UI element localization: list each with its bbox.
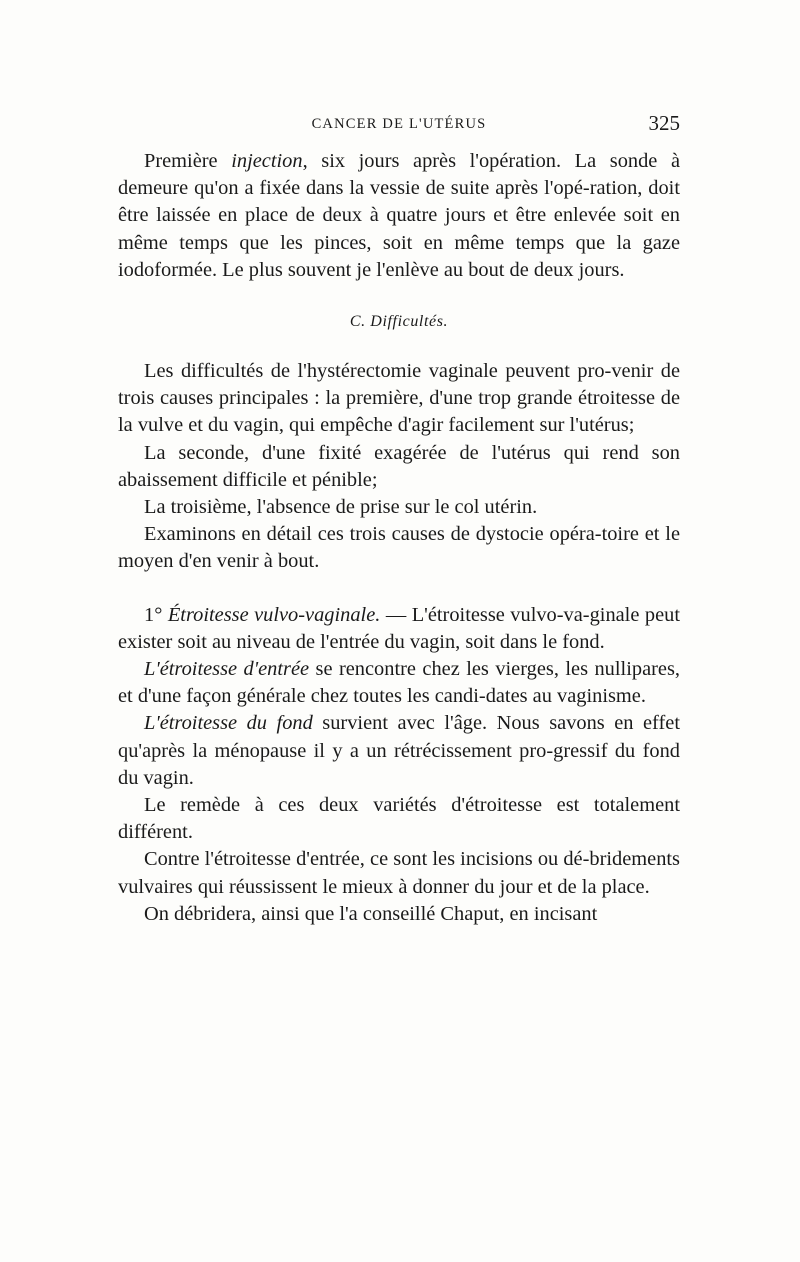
- section-heading: C. Difficultés.: [349, 313, 449, 331]
- paragraph-vulvo-vaginal: [118, 602, 680, 656]
- paragraph-text: survient avec l'âge. Nous savons en effet qu'après la ménopause il y a un rétrécissement pro-gressif du fond du vagin.: [118, 712, 680, 789]
- paragraph-text: , six jours après l'opération. La sonde à demeure qu'on a fixée dans la vessie de suite après l'opé-ration, doit être laissée en place de deux à quatre jours et être enlevée soit en même temps que les pinces, soit en même temps que la gaze iodoformée. Le plus souvent je l'enlève au bout de deux jours.: [118, 150, 680, 281]
- body-text: [118, 148, 680, 928]
- paragraph-entry-narrowness: [118, 656, 680, 710]
- italic-term: L'étroitesse d'entrée: [144, 658, 310, 681]
- paragraph-injection: [118, 148, 680, 284]
- subsection-title: Étroitesse vulvo-vaginale.: [167, 603, 381, 626]
- page-number: 325: [648, 111, 680, 135]
- paragraph-second-cause: La seconde, d'une fixité exagérée de l'utérus qui rend son abaissement difficile et pénible;: [118, 441, 680, 491]
- italic-term: injection: [231, 150, 303, 172]
- running-title: CANCER DE L'UTÉRUS: [311, 116, 487, 132]
- paragraph-text: — L'étroitesse vulvo-va-ginale peut exister soit au niveau de l'entrée du vagin, soit dans le fond.: [118, 603, 680, 653]
- paragraph-chaput: On débridera, ainsi que l'a conseillé Chaput, en incisant: [144, 902, 598, 925]
- italic-term: L'étroitesse du fond: [144, 712, 313, 735]
- paragraph-text: se rencontre chez les vierges, les nullipares, et d'une façon générale chez toutes les candi-dates au vaginisme.: [118, 658, 680, 708]
- paragraph-fundus-narrowness: [118, 710, 680, 792]
- paragraph-difficulties-intro: Les difficultés de l'hystérectomie vaginale peuvent pro-venir de trois causes principales : la première, d'une trop grande étroitesse de la vulve et du vagin, qui empêche d'agir facilement sur l'utérus;: [118, 360, 680, 437]
- paragraph-number: 1°: [144, 603, 168, 626]
- paragraph-third-cause: La troisième, l'absence de prise sur le col utérin.: [144, 496, 538, 519]
- paragraph-examine: Examinons en détail ces trois causes de dystocie opéra-toire et le moyen d'en venir à bout.: [118, 523, 680, 573]
- paragraph-remedy: Le remède à ces deux variétés d'étroitesse est totalement différent.: [118, 794, 680, 844]
- paragraph-text: Première: [144, 150, 232, 172]
- paragraph-incisions: Contre l'étroitesse d'entrée, ce sont les incisions ou dé-bridements vulvaires qui réussissent le mieux à donner du jour et de la place.: [118, 848, 680, 898]
- running-head: [118, 111, 680, 140]
